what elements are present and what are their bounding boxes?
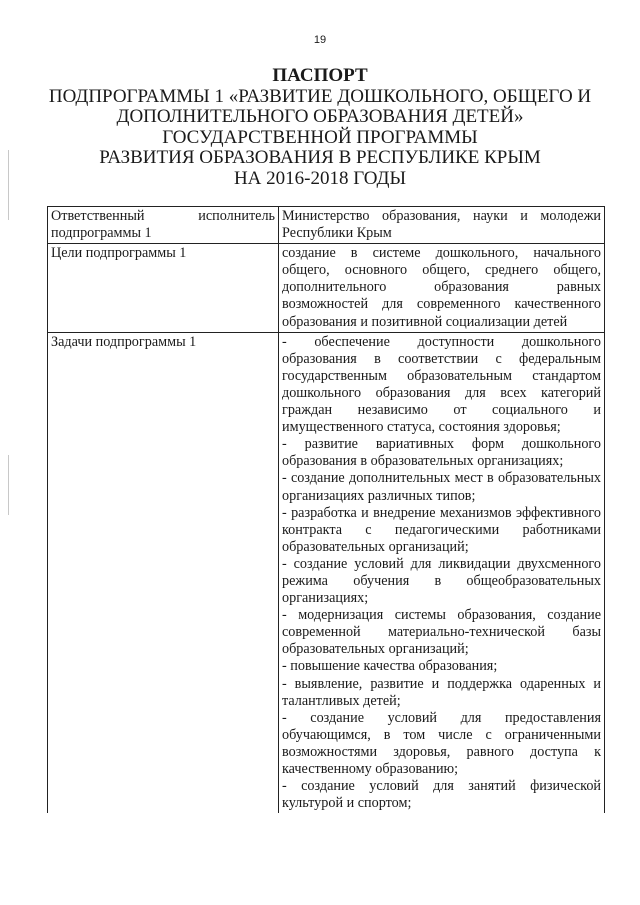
row-value-list <box>279 332 605 813</box>
header-line: РАЗВИТИЯ ОБРАЗОВАНИЯ В РЕСПУБЛИКЕ КРЫМ <box>99 147 541 168</box>
task-item: - выявление, развитие и поддержка одаренных и талантливых детей; <box>282 675 601 709</box>
task-item: - повышение качества образования; <box>282 658 498 675</box>
header-line: ПОДПРОГРАММЫ 1 «РАЗВИТИЕ ДОШКОЛЬНОГО, ОБЩЕГО И <box>48 85 592 107</box>
scan-edge-mark <box>8 455 9 515</box>
task-item: - разработка и внедрение механизмов эффективного контракта с педагогическими работниками образовательных организаций; <box>282 504 601 555</box>
document-title: ПАСПОРТ <box>272 65 368 86</box>
task-item: - создание условий для ликвидации двухсменного режима обучения в общеобразовательных организациях; <box>282 555 601 607</box>
task-item: - развитие вариативных форм дошкольного образования в образовательных организациях; <box>282 436 601 470</box>
page-number: 19 <box>313 34 327 46</box>
task-item: - создание условий для предоставления обучающимся, в том числе с ограниченными возможностями здоровья, равного доступа к качественному образованию; <box>282 709 601 777</box>
document-header <box>0 66 640 189</box>
table-row <box>48 244 605 332</box>
passport-table <box>47 206 605 813</box>
header-line: ГОСУДАРСТВЕННОЙ ПРОГРАММЫ <box>162 126 478 148</box>
row-value: Министерство образования, науки и молодежи Республики Крым <box>279 207 605 244</box>
task-item: - создание условий для занятий физической культурой и спортом; <box>282 778 601 812</box>
row-label: Ответственный исполнитель подпрограммы 1 <box>48 207 279 244</box>
header-line: ДОПОЛНИТЕЛЬНОГО ОБРАЗОВАНИЯ ДЕТЕЙ» <box>116 106 524 127</box>
row-label: Задачи подпрограммы 1 <box>48 332 279 813</box>
task-item: - обеспечение доступности дошкольного образования в соответствии с федеральным государственным образовательным стандартом дошкольного образования для всех категорий граждан независимо от социального и имущественного статуса, состояния здоровья; <box>282 333 601 436</box>
task-item: - создание дополнительных мест в образовательных организациях различных типов; <box>282 470 601 504</box>
task-item: - модернизация системы образования, создание современной материально-технической базы образовательных организаций; <box>282 607 601 658</box>
table-row <box>48 332 605 813</box>
header-line: НА 2016-2018 ГОДЫ <box>233 167 407 189</box>
table-row <box>48 207 605 244</box>
row-value: создание в системе дошкольного, начального общего, основного общего, среднего общего, дополнительного образования равных возможностей для современного качественного образования и позитивной социализации детей <box>279 244 605 332</box>
row-label: Цели подпрограммы 1 <box>48 244 279 332</box>
